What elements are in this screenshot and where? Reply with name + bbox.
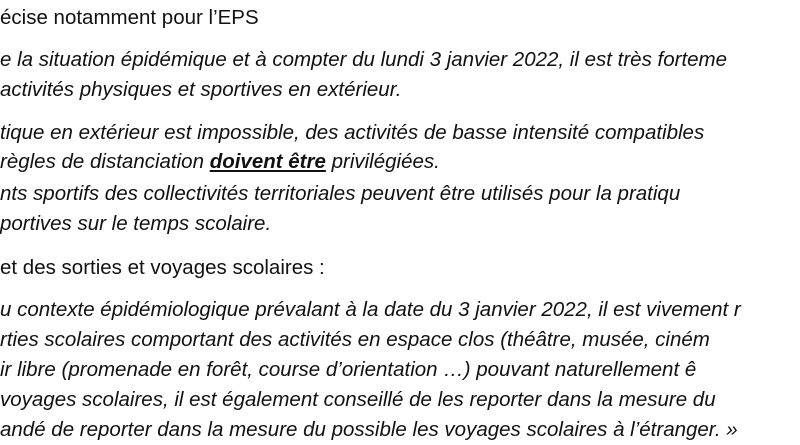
para2-line3: nts sportifs des collectivités territoriales peuvent être utilisés pour la pratiqu <box>0 182 681 205</box>
para2-line4: portives sur le temps scolaire. <box>0 212 272 235</box>
para2-line2-after: privilégiées. <box>325 150 440 173</box>
para2-line1: tique en extérieur est impossible, des activités de basse intensité compatibles <box>0 121 705 144</box>
para3-line5: andé de reporter dans la mesure du possible les voyages scolaires à l’étranger. » <box>0 418 738 441</box>
section-heading: et des sorties et voyages scolaires : <box>0 256 325 279</box>
para3-line4: voyages scolaires, il est également conseillé de les reporter dans la mesure du <box>0 388 716 411</box>
para1-line2: activités physiques et sportives en extérieur. <box>0 78 402 101</box>
para3-line1: u contexte épidémiologique prévalant à la date du 3 janvier 2022, il est vivement r <box>0 298 741 321</box>
heading-line: écise notamment pour l’EPS <box>0 6 259 29</box>
para2-line2-before: règles de distanciation <box>0 150 210 173</box>
emphasis-doivent-etre: doivent être <box>209 150 326 173</box>
para2-line2 <box>0 148 440 176</box>
para1-line1: e la situation épidémique et à compter du lundi 3 janvier 2022, il est très forteme <box>0 48 728 71</box>
para3-line2: rties scolaires comportant des activités en espace clos (théâtre, musée, ciném <box>0 328 710 351</box>
para3-line3: ir libre (promenade en forêt, course d’orientation …) pouvant naturellement ê <box>0 358 697 381</box>
